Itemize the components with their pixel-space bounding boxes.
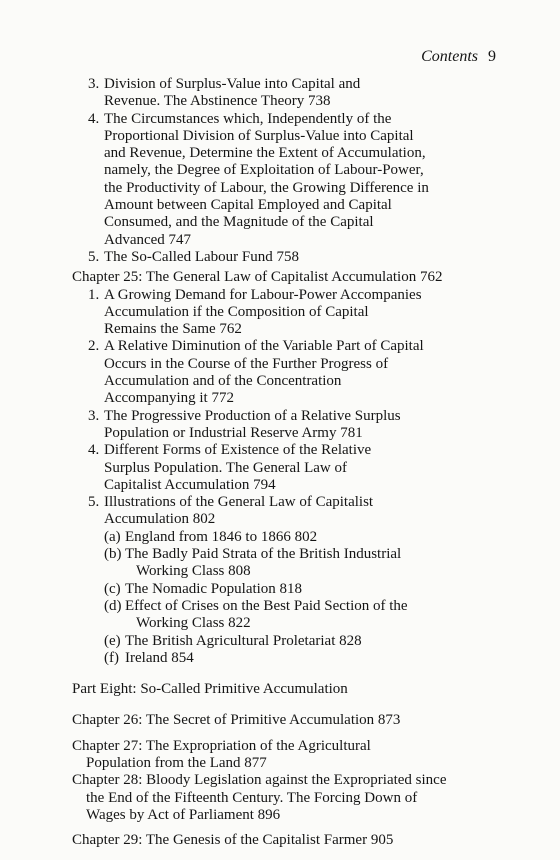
subsection-entry: [0, 546, 560, 581]
entry-number: 3.: [88, 407, 100, 424]
running-header-title: Contents: [421, 48, 478, 65]
section-entry: [0, 249, 560, 266]
subsection-entry: [0, 650, 560, 667]
entry-line: England from 1846 to 1866 802: [125, 528, 318, 545]
section-entry: [0, 287, 560, 339]
subsection-entry: [0, 598, 560, 633]
entry-line: A Relative Diminution of the Variable Part of Capital: [104, 338, 424, 355]
entry-line: The So-Called Labour Fund 758: [104, 248, 299, 265]
subsection-entry: [0, 529, 560, 546]
entry-line: The Progressive Production of a Relative Surplus: [104, 407, 401, 424]
entry-line: Consumed, and the Magnitude of the Capital: [104, 214, 374, 231]
entry-line: Working Class 808: [136, 563, 251, 580]
entry-line: Different Forms of Existence of the Relative: [104, 442, 372, 459]
entry-line: Ireland 854: [125, 649, 194, 666]
entry-line: Wages by Act of Parliament 896: [86, 806, 281, 823]
subsection-entry: [0, 581, 560, 598]
entry-line: namely, the Degree of Exploitation of Labour-Power,: [104, 162, 424, 179]
entry-line: Capitalist Accumulation 794: [104, 476, 276, 493]
section-entry: [0, 338, 560, 407]
entry-number: 4.: [88, 110, 100, 127]
entry-line: Proportional Division of Surplus-Value into Capital: [104, 127, 414, 144]
chapter-entry: [0, 832, 560, 849]
entry-line: Division of Surplus-Value into Capital and: [104, 76, 361, 92]
subsection-entry: [0, 633, 560, 650]
entry-number: (f): [104, 649, 119, 666]
entry-line: Revenue. The Abstinence Theory 738: [104, 93, 331, 110]
entry-line: Accumulation 802: [104, 511, 216, 528]
entry-number: (d): [104, 597, 122, 614]
entry-line: Occurs in the Course of the Further Progress of: [104, 355, 389, 372]
entry-line: The Badly Paid Strata of the British Industrial: [125, 546, 402, 563]
chapter-entry: [0, 738, 560, 773]
entry-line: Chapter 28: Bloody Legislation against the Expropriated since: [72, 772, 447, 789]
entry-line: Chapter 29: The Genesis of the Capitalist Farmer 905: [72, 832, 394, 849]
entry-line: and Revenue, Determine the Extent of Accumulation,: [104, 145, 426, 162]
entry-number: 1.: [88, 286, 100, 303]
section-entry: [0, 111, 560, 249]
entry-line: Accompanying it 772: [104, 390, 234, 407]
entry-number: 2.: [88, 338, 100, 355]
entry-line: Advanced 747: [104, 231, 192, 248]
entry-line: Population or Industrial Reserve Army 781: [104, 424, 363, 441]
section-entry: [0, 76, 560, 111]
entry-line: The British Agricultural Proletariat 828: [125, 632, 362, 649]
chapter-entry: [0, 772, 560, 824]
entry-line: Part Eight: So-Called Primitive Accumulation: [72, 681, 348, 698]
entry-line: Illustrations of the General Law of Capitalist: [104, 494, 374, 511]
entry-line: Chapter 26: The Secret of Primitive Accumulation 873: [72, 712, 401, 729]
entry-number: (b): [104, 546, 122, 563]
entry-number: (c): [104, 580, 121, 597]
entry-line: Amount between Capital Employed and Capital: [104, 197, 392, 214]
entry-line: Chapter 25: The General Law of Capitalist Accumulation 762: [72, 269, 443, 286]
page-number: 9: [488, 48, 496, 65]
chapter-entry: [0, 269, 560, 286]
entry-number: 3.: [88, 76, 100, 92]
section-entry: [0, 442, 560, 494]
entry-line: the End of the Fifteenth Century. The Forcing Down of: [86, 789, 418, 806]
entry-line: The Nomadic Population 818: [125, 580, 303, 597]
entry-number: (a): [104, 528, 121, 545]
entry-line: A Growing Demand for Labour-Power Accompanies: [104, 286, 422, 303]
entry-line: Surplus Population. The General Law of: [104, 459, 348, 476]
entry-line: Remains the Same 762: [104, 321, 242, 338]
running-header: [421, 48, 496, 66]
entry-number: 5.: [88, 494, 100, 511]
section-entry: [0, 494, 560, 529]
entry-number: 5.: [88, 248, 100, 265]
entry-line: Working Class 822: [136, 615, 251, 632]
entry-number: 4.: [88, 442, 100, 459]
part-heading: [0, 681, 560, 698]
entry-line: the Productivity of Labour, the Growing Difference in: [104, 179, 429, 196]
entry-line: Effect of Crises on the Best Paid Section of the: [125, 597, 408, 614]
entry-line: Accumulation and of the Concentration: [104, 373, 342, 390]
section-entry: [0, 408, 560, 443]
entry-line: Accumulation if the Composition of Capital: [104, 303, 369, 320]
chapter-entry: [0, 712, 560, 729]
entry-line: The Circumstances which, Independently of the: [104, 110, 392, 127]
table-of-contents: [0, 76, 560, 849]
entry-line: Chapter 27: The Expropriation of the Agricultural: [72, 737, 371, 754]
entry-line: Population from the Land 877: [86, 754, 267, 771]
entry-number: (e): [104, 632, 121, 649]
